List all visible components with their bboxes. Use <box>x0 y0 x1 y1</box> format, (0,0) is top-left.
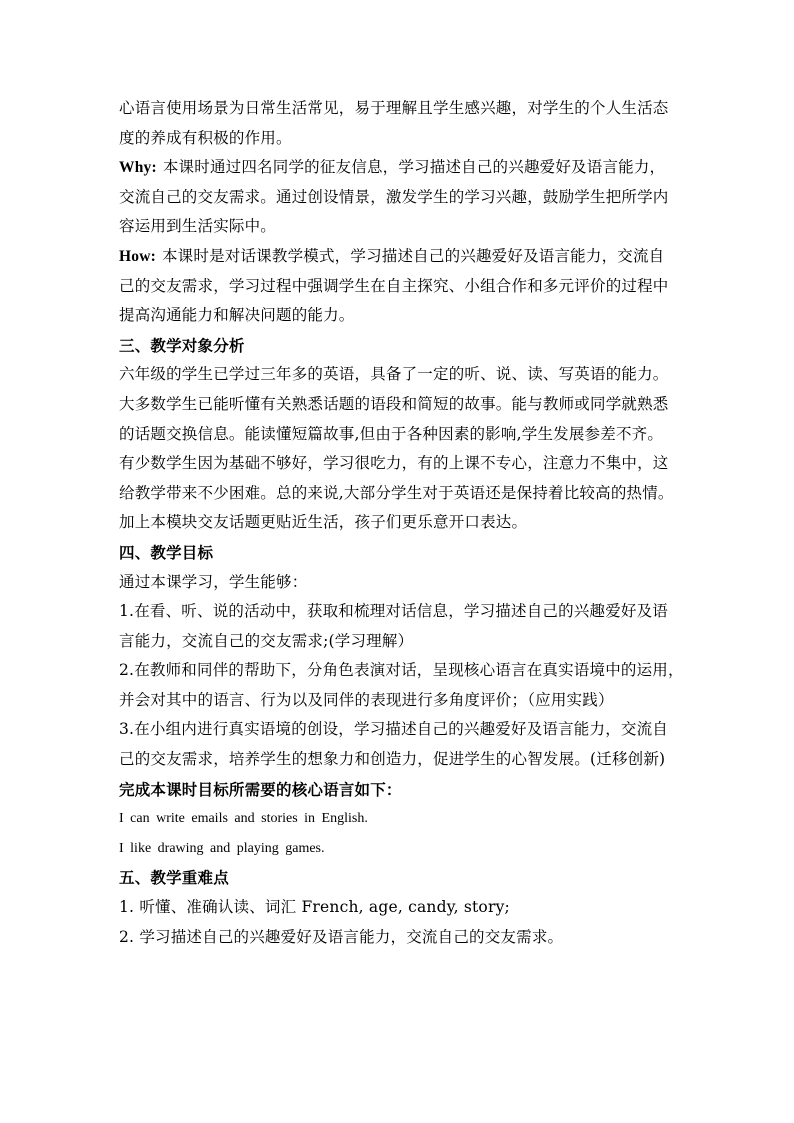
text-line: 提高沟通能力和解决问题的能力。 <box>119 306 355 325</box>
intro-paragraph <box>119 94 685 153</box>
text-line: 交流自己的交友需求。通过创设情景，激发学生的学习兴趣，鼓励学生把所学内 <box>119 187 669 206</box>
goal-line: 2.在教师和同伴的帮助下，分角色表演对话，呈现核心语言在真实语境中的运用， <box>119 661 684 680</box>
text-line: 大多数学生已能听懂有关熟悉话题的语段和简短的故事。能与教师或同学就熟悉 <box>119 394 669 413</box>
goal-line: 己的交友需求，培养学生的想象力和创造力，促进学生的心智发展。(迁移创新) <box>119 750 666 769</box>
goal-line: 3.在小组内进行真实语境的创设，学习描述自己的兴趣爱好及语言能力，交流自 <box>119 720 668 739</box>
section-teaching-goals <box>119 538 685 864</box>
why-paragraph <box>119 153 685 242</box>
goal-line: 并会对其中的语言、行为以及同伴的表现进行多角度评价；（应用实践） <box>119 690 614 709</box>
goal-line: 1.在看、听、说的活动中，获取和梳理对话信息，学习描述自己的兴趣爱好及语 <box>119 602 668 621</box>
goals-intro: 通过本课学习，学生能够： <box>119 572 308 591</box>
section-key-points <box>119 863 685 952</box>
how-text: 本课时是对话课教学模式，学习描述自己的兴趣爱好及语言能力，交流自 <box>161 246 665 265</box>
text-line: 六年级的学生已学过三年多的英语，具备了一定的听、说、读、写英语的能力。 <box>119 365 669 384</box>
section-heading: 五、教学重难点 <box>119 868 229 888</box>
how-paragraph <box>119 242 685 331</box>
text-line: 度的养成有积极的作用。 <box>119 128 292 147</box>
why-label: Why: <box>119 159 157 177</box>
text-line <box>119 153 685 183</box>
section-heading: 三、教学对象分析 <box>119 335 245 355</box>
key-point-item: 2. 学习描述自己的兴趣爱好及语言能力，交流自己的交友需求。 <box>119 927 564 946</box>
text-line: 给教学带来不少困难。总的来说,大部分学生对于英语还是保持着比较高的热情。 <box>119 483 674 502</box>
section-learner-analysis <box>119 331 685 538</box>
core-sentence: I can write emails and stories in English. <box>119 811 368 827</box>
text-line <box>119 242 685 272</box>
core-sentence: I like drawing and playing games. <box>119 840 325 856</box>
text-line: 心语言使用场景为日常生活常见，易于理解且学生感兴趣，对学生的个人生活态 <box>119 99 669 117</box>
document-body <box>119 94 685 952</box>
text-line: 的话题交换信息。能读懂短篇故事,但由于各种因素的影响,学生发展参差不齐。 <box>119 424 664 443</box>
section-heading: 四、教学目标 <box>119 542 214 562</box>
goal-line: 言能力，交流自己的交友需求;(学习理解） <box>119 631 414 650</box>
core-language-heading: 完成本课时目标所需要的核心语言如下： <box>119 779 402 799</box>
key-point-item: 1. 听懂、准确认读、词汇 French, age, candy, story; <box>119 898 510 917</box>
how-label: How: <box>119 247 156 265</box>
text-line: 容运用到生活实际中。 <box>119 217 277 236</box>
text-line: 加上本模块交友话题更贴近生活，孩子们更乐意开口表达。 <box>119 513 528 532</box>
why-text: 本课时通过四名同学的征友信息，学习描述自己的兴趣爱好及语言能力， <box>162 158 666 177</box>
text-line: 有少数学生因为基础不够好，学习很吃力，有的上课不专心，注意力不集中，这 <box>119 454 669 473</box>
text-line: 己的交友需求，学习过程中强调学生在自主探究、小组合作和多元评价的过程中 <box>119 276 669 295</box>
